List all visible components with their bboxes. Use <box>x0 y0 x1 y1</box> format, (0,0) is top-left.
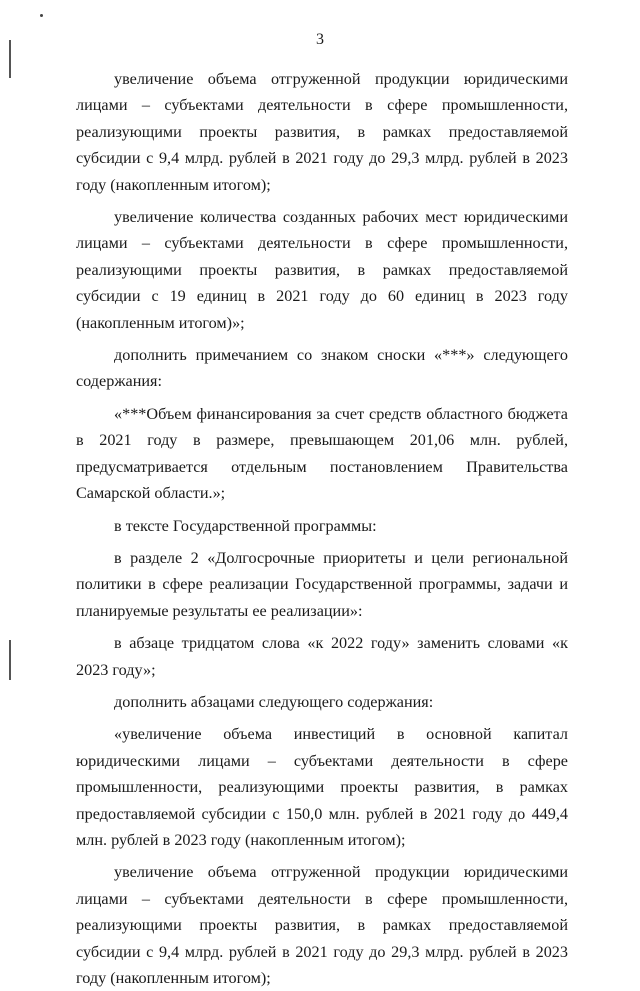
paragraph-shipped-products-2: увеличение объема отгруженной продукции юридическими лицами – субъектами деятельности в сфере промышленности, реализующими проекты развития, в рамках предоставляемой субсидии с 9,4 млрд. рублей в 2021 году до 29,3 млрд. рублей в 2023 году (накопленным итогом); <box>76 863 568 987</box>
scan-speck <box>40 14 43 17</box>
paragraph-jobs-created: увеличение количества созданных рабочих мест юридическими лицами – субъектами деятельности в сфере промышленности, реализующими проекты развития, в рамках предоставляемой субсидии с 19 единиц в 2021 году до 60 единиц в 2023 году (накопленным итогом)»; <box>76 208 568 332</box>
paragraph-footnote-text: «***Объем финансирования за счет средств областного бюджета в 2021 году в размере, превышающем 201,06 млн. рублей, предусматривается отдельным постановлением Правительства Самарской области.»; <box>76 404 568 503</box>
paragraph-shipped-products-1: увеличение объема отгруженной продукции юридическими лицами – субъектами деятельности в сфере промышленности, реализующими проекты развития, в рамках предоставляемой субсидии с 9,4 млрд. рублей в 2021 году до 29,3 млрд. рублей в 2023 году (накопленным итогом); <box>76 70 568 194</box>
paragraph-section-2: в разделе 2 «Долгосрочные приоритеты и цели региональной политики в сфере реализации Государственной программы, задачи и планируемые результаты ее реализации»: <box>76 548 568 620</box>
page-number: 3 <box>316 31 324 48</box>
scan-margin-mark-middle <box>9 640 11 680</box>
paragraph-add-footnote: дополнить примечанием со знаком сноски «***» следующего содержания: <box>76 346 568 391</box>
paragraph-investments: «увеличение объема инвестиций в основной капитал юридическими лицами – субъектами деятельности в сфере промышленности, реализующими проекты развития, в рамках предоставляемой субсидии с 150,0 млн. рублей в 2021 году до 449,4 млн. рублей в 2023 году (накопленным итогом); <box>76 725 568 849</box>
paragraph-replace-words: в абзаце тридцатом слова «к 2022 году» заменить словами «к 2023 году»; <box>76 634 568 679</box>
paragraph-program-text: в тексте Государственной программы: <box>114 516 377 535</box>
document-body <box>76 66 568 991</box>
paragraph-add-paragraphs: дополнить абзацами следующего содержания: <box>114 692 434 711</box>
